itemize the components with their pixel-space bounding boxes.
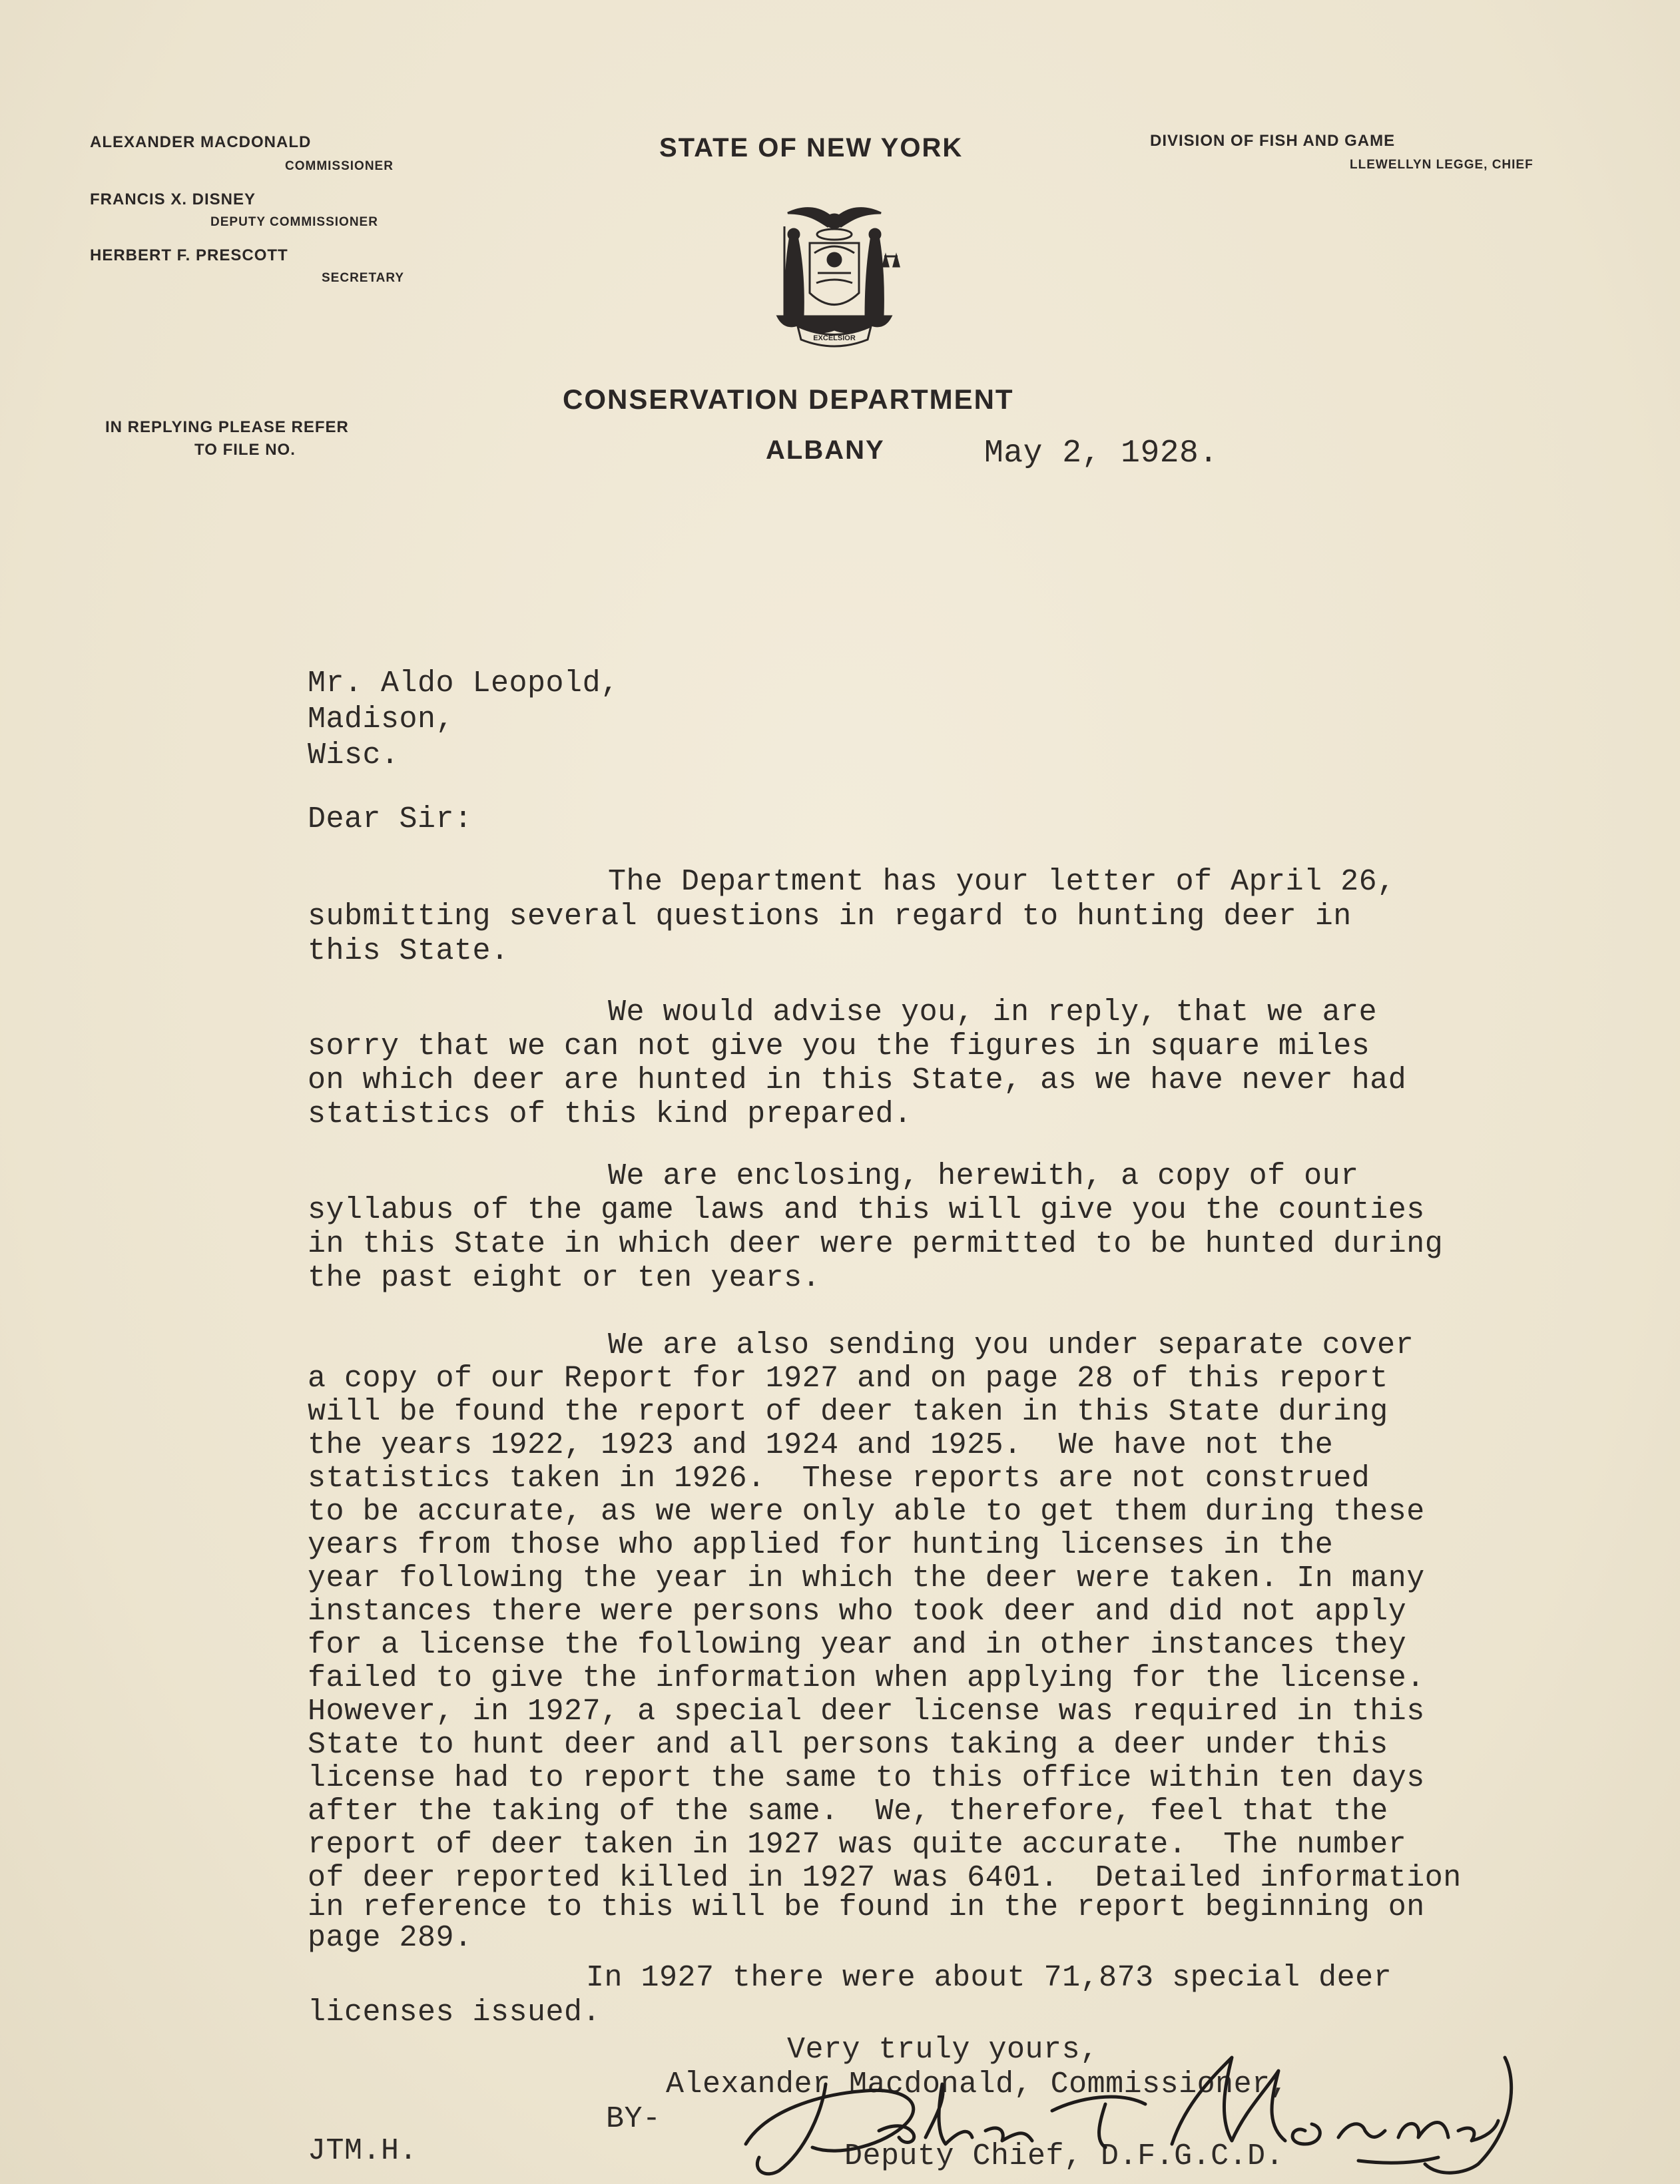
- body-line: statistics taken in 1926. These reports are not construed: [308, 1462, 1370, 1496]
- body-line: However, in 1927, a special deer license was required in this: [308, 1695, 1425, 1729]
- body-line: licenses issued.: [308, 1996, 601, 2030]
- letter-date: May 2, 1928.: [984, 435, 1219, 471]
- handwritten-signature: [706, 2031, 1545, 2181]
- seal-motto: EXCELSIOR: [813, 334, 856, 342]
- body-line: years from those who applied for hunting licenses in the: [308, 1528, 1334, 1562]
- officer-name: ALEXANDER MACDONALD: [90, 133, 312, 151]
- division-chief: LLEWELLYN LEGGE, CHIEF: [1350, 158, 1534, 172]
- body-line: submitting several questions in regard to hunting deer in: [308, 900, 1352, 934]
- recipient-line: Mr. Aldo Leopold,: [308, 667, 619, 700]
- body-line: will be found the report of deer taken in this State during: [308, 1395, 1388, 1429]
- typist-initials: JTM.H.: [308, 2134, 418, 2168]
- department-title: CONSERVATION DEPARTMENT: [563, 384, 1014, 415]
- officer-name: HERBERT F. PRESCOTT: [90, 246, 288, 264]
- body-line: failed to give the information when applying for the license.: [308, 1661, 1425, 1695]
- body-line: the years 1922, 1923 and 1924 and 1925. We have not the: [308, 1428, 1334, 1462]
- officer-name: FRANCIS X. DISNEY: [90, 190, 256, 208]
- recipient-line: Wisc.: [308, 738, 400, 772]
- body-line: to be accurate, as we were only able to get them during these: [308, 1495, 1425, 1529]
- complimentary-close: Very truly yours,: [787, 2033, 1099, 2067]
- officer-role: COMMISSIONER: [285, 159, 394, 173]
- state-seal-icon: [758, 193, 911, 350]
- body-line: in reference to this will be found in the report beginning on: [308, 1890, 1425, 1924]
- body-line: license had to report the same to this office within ten days: [308, 1761, 1425, 1795]
- body-line: year following the year in which the deer were taken. In many: [308, 1561, 1425, 1595]
- officer-role: SECRETARY: [322, 271, 405, 285]
- body-line: report of deer taken in 1927 was quite accurate. The number: [308, 1828, 1407, 1862]
- body-line: In 1927 there were about 71,873 special deer: [586, 1961, 1392, 1995]
- body-line: We would advise you, in reply, that we are: [608, 995, 1378, 1029]
- state-title: STATE OF NEW YORK: [659, 133, 964, 162]
- salutation: Dear Sir:: [308, 802, 473, 836]
- body-line: State to hunt deer and all persons taking a deer under this: [308, 1728, 1388, 1762]
- reply-instruction-file: TO FILE NO.: [194, 441, 296, 459]
- body-line: the past eight or ten years.: [308, 1261, 821, 1295]
- body-line: The Department has your letter of April 26,: [608, 865, 1396, 899]
- body-line: on which deer are hunted in this State, as we have never had: [308, 1063, 1407, 1097]
- body-line: instances there were persons who took deer and did not apply: [308, 1595, 1407, 1629]
- signer-title: Deputy Chief, D.F.G.C.D.: [844, 2139, 1284, 2173]
- division-name: DIVISION OF FISH AND GAME: [1150, 132, 1396, 150]
- signer-name: Alexander Macdonald, Commissioner,: [666, 2067, 1289, 2101]
- by-label: BY-: [606, 2102, 661, 2136]
- body-line: in this State in which deer were permitted to be hunted during: [308, 1227, 1444, 1261]
- body-line: this State.: [308, 934, 509, 968]
- body-line: We are enclosing, herewith, a copy of our: [608, 1159, 1359, 1193]
- body-line: of deer reported killed in 1927 was 6401. Detailed information: [308, 1861, 1462, 1895]
- body-line: page 289.: [308, 1921, 473, 1955]
- recipient-line: Madison,: [308, 702, 455, 736]
- body-line: statistics of this kind prepared.: [308, 1097, 912, 1131]
- body-line: syllabus of the game laws and this will give you the counties: [308, 1193, 1425, 1227]
- officer-role: DEPUTY COMMISSIONER: [210, 215, 378, 229]
- city: ALBANY: [766, 435, 885, 465]
- body-line: sorry that we can not give you the figures in square miles: [308, 1029, 1370, 1063]
- reply-instruction: IN REPLYING PLEASE REFER: [105, 418, 349, 436]
- body-line: for a license the following year and in other instances they: [308, 1628, 1407, 1662]
- body-line: a copy of our Report for 1927 and on page 28 of this report: [308, 1362, 1388, 1396]
- body-line: We are also sending you under separate cover: [608, 1328, 1414, 1362]
- body-line: after the taking of the same. We, therefore, feel that the: [308, 1794, 1388, 1828]
